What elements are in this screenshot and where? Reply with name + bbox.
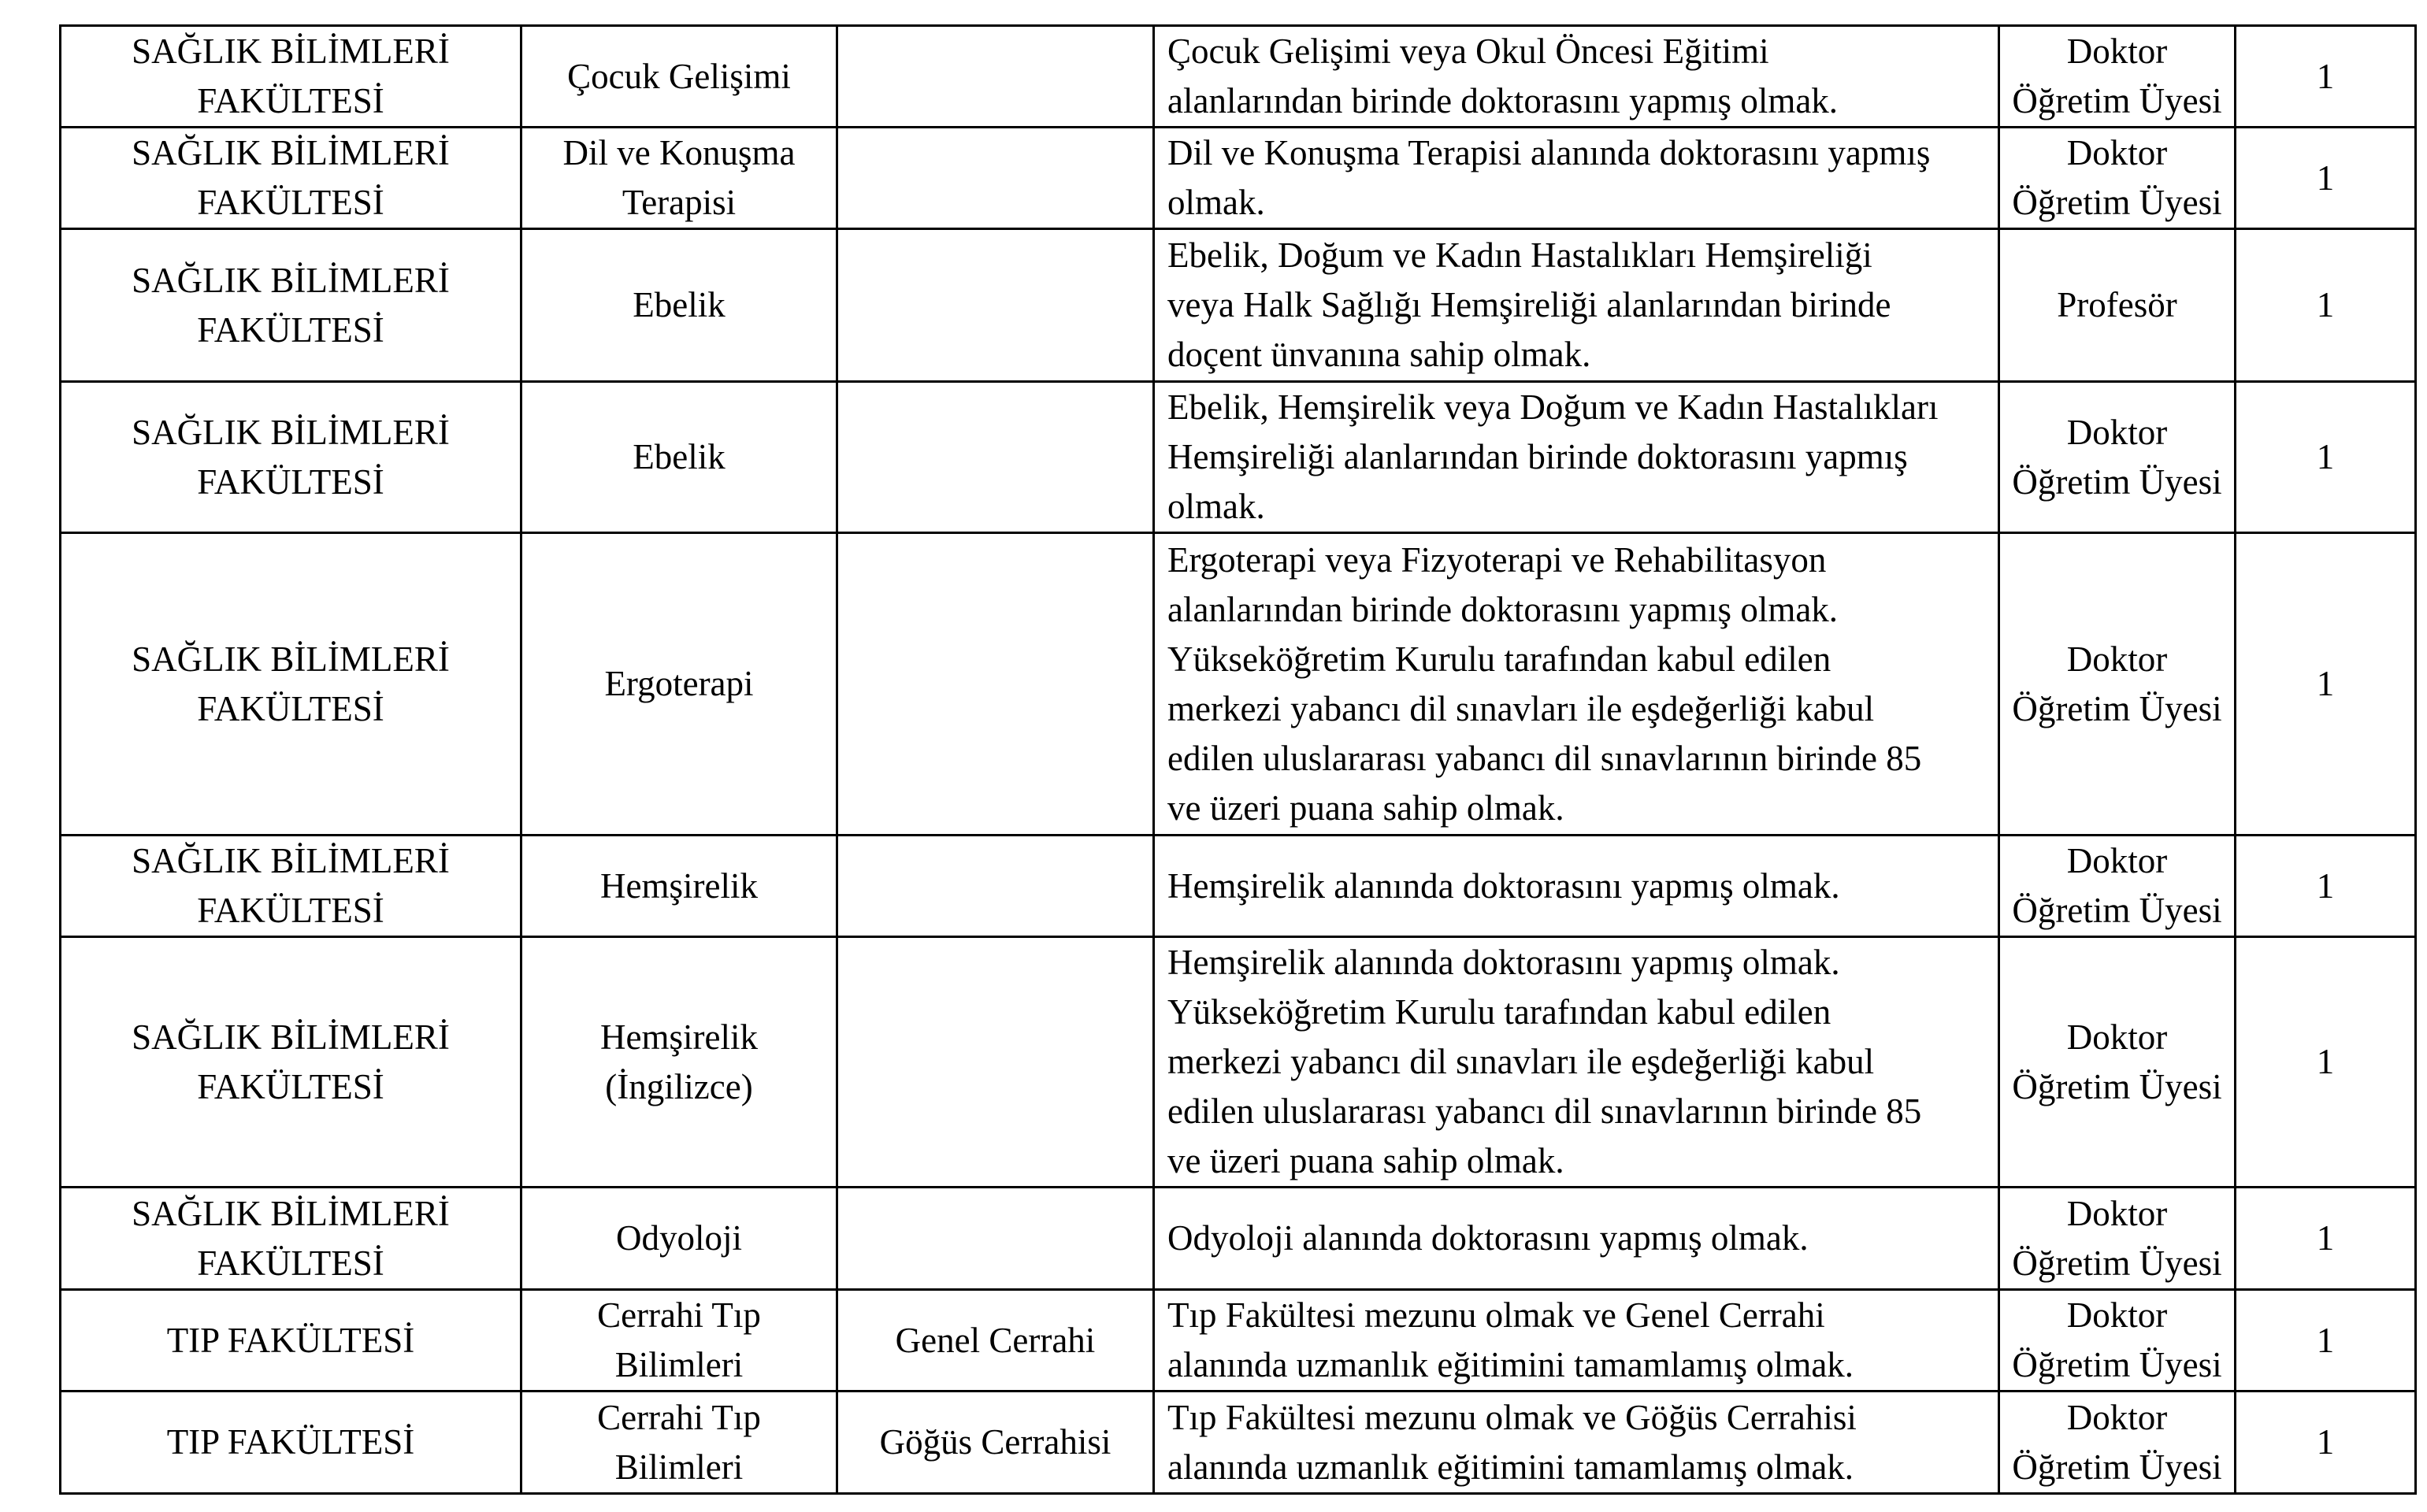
- table-row: [61, 26, 2416, 128]
- department-cell: Ergoterapi: [521, 533, 837, 836]
- requirement-line: alanlarından birinde doktorasını yapmış olmak.: [1167, 589, 1839, 629]
- department-cell: Ebelik: [521, 382, 837, 533]
- requirements-cell: [1154, 1290, 1999, 1392]
- title-cell: Doktor Öğretim Üyesi: [1999, 937, 2236, 1188]
- department-cell: Odyoloji: [521, 1188, 837, 1290]
- faculty-cell: TIP FAKÜLTESİ: [61, 1290, 521, 1392]
- requirement-line: olmak.: [1167, 183, 1265, 222]
- faculty-cell: SAĞLIK BİLİMLERİ FAKÜLTESİ: [61, 382, 521, 533]
- faculty-cell: SAĞLIK BİLİMLERİ FAKÜLTESİ: [61, 26, 521, 128]
- requirement-line: Yükseköğretim Kurulu tarafından kabul edilen: [1167, 992, 1831, 1032]
- count-cell: 1: [2236, 1188, 2416, 1290]
- requirements-cell: [1154, 1392, 1999, 1494]
- program-cell: [837, 836, 1154, 937]
- count-cell: 1: [2236, 1392, 2416, 1494]
- program-cell: [837, 128, 1154, 229]
- table-row: [61, 229, 2416, 382]
- requirement-line: merkezi yabancı dil sınavları ile eşdeğerliği kabul: [1167, 1042, 1875, 1081]
- title-cell: Profesör: [1999, 229, 2236, 382]
- requirements-cell: [1154, 937, 1999, 1188]
- requirement-line: edilen uluslararası yabancı dil sınavlarının birinde 85: [1167, 738, 1922, 778]
- requirements-cell: [1154, 382, 1999, 533]
- requirement-line: Tıp Fakültesi mezunu olmak ve Genel Cerrahi: [1167, 1295, 1825, 1335]
- table-row: [61, 1188, 2416, 1290]
- table-row: [61, 382, 2416, 533]
- requirements-cell: [1154, 533, 1999, 836]
- title-cell: Doktor Öğretim Üyesi: [1999, 382, 2236, 533]
- count-cell: 1: [2236, 1290, 2416, 1392]
- requirement-line: Hemşirelik alanında doktorasını yapmış olmak.: [1167, 943, 1840, 982]
- requirement-line: veya Halk Sağlığı Hemşireliği alanlarından birinde: [1167, 285, 1891, 324]
- requirements-cell: [1154, 1188, 1999, 1290]
- department-cell: Cerrahi Tıp Bilimleri: [521, 1392, 837, 1494]
- requirements-cell: [1154, 229, 1999, 382]
- faculty-cell: SAĞLIK BİLİMLERİ FAKÜLTESİ: [61, 229, 521, 382]
- department-cell: Hemşirelik (İngilizce): [521, 937, 837, 1188]
- requirements-cell: [1154, 26, 1999, 128]
- requirement-line: merkezi yabancı dil sınavları ile eşdeğerliği kabul: [1167, 688, 1875, 728]
- faculty-cell: SAĞLIK BİLİMLERİ FAKÜLTESİ: [61, 836, 521, 937]
- count-cell: 1: [2236, 382, 2416, 533]
- requirement-line: ve üzeri puana sahip olmak.: [1167, 1141, 1564, 1180]
- count-cell: 1: [2236, 229, 2416, 382]
- requirement-line: alanında uzmanlık eğitimini tamamlamış olmak.: [1167, 1447, 1854, 1487]
- department-cell: Ebelik: [521, 229, 837, 382]
- count-cell: 1: [2236, 26, 2416, 128]
- faculty-cell: SAĞLIK BİLİMLERİ FAKÜLTESİ: [61, 128, 521, 229]
- table-row: [61, 533, 2416, 836]
- positions-table: [59, 24, 2417, 1495]
- requirement-line: alanlarından birinde doktorasını yapmış olmak.: [1167, 81, 1839, 120]
- requirement-line: Odyoloji alanında doktorasını yapmış olmak.: [1167, 1218, 1809, 1258]
- requirement-line: ve üzeri puana sahip olmak.: [1167, 788, 1564, 828]
- requirement-line: Ebelik, Doğum ve Kadın Hastalıkları Hemşireliği: [1167, 235, 1872, 275]
- title-cell: Doktor Öğretim Üyesi: [1999, 26, 2236, 128]
- department-cell: Cerrahi Tıp Bilimleri: [521, 1290, 837, 1392]
- table-row: [61, 1392, 2416, 1494]
- program-cell: [837, 1188, 1154, 1290]
- program-cell: Genel Cerrahi: [837, 1290, 1154, 1392]
- requirement-line: doçent ünvanına sahip olmak.: [1167, 335, 1591, 374]
- requirements-cell: [1154, 128, 1999, 229]
- faculty-cell: SAĞLIK BİLİMLERİ FAKÜLTESİ: [61, 937, 521, 1188]
- faculty-cell: TIP FAKÜLTESİ: [61, 1392, 521, 1494]
- requirement-line: Çocuk Gelişimi veya Okul Öncesi Eğitimi: [1167, 32, 1769, 71]
- requirement-line: Dil ve Konuşma Terapisi alanında doktorasını yapmış: [1167, 133, 1931, 172]
- requirement-line: Yükseköğretim Kurulu tarafından kabul edilen: [1167, 639, 1831, 679]
- faculty-cell: SAĞLIK BİLİMLERİ FAKÜLTESİ: [61, 533, 521, 836]
- count-cell: 1: [2236, 937, 2416, 1188]
- program-cell: [837, 26, 1154, 128]
- program-cell: [837, 937, 1154, 1188]
- count-cell: 1: [2236, 533, 2416, 836]
- requirement-line: Ergoterapi veya Fizyoterapi ve Rehabilitasyon: [1167, 539, 1827, 580]
- table-row: [61, 1290, 2416, 1392]
- title-cell: Doktor Öğretim Üyesi: [1999, 128, 2236, 229]
- count-cell: 1: [2236, 128, 2416, 229]
- program-cell: [837, 229, 1154, 382]
- requirement-line: Hemşireliği alanlarından birinde doktorasını yapmış: [1167, 437, 1908, 476]
- requirements-cell: [1154, 836, 1999, 937]
- table-row: [61, 836, 2416, 937]
- faculty-cell: SAĞLIK BİLİMLERİ FAKÜLTESİ: [61, 1188, 521, 1290]
- program-cell: Göğüs Cerrahisi: [837, 1392, 1154, 1494]
- table-row: [61, 937, 2416, 1188]
- requirement-line: Tıp Fakültesi mezunu olmak ve Göğüs Cerrahisi: [1167, 1397, 1857, 1437]
- title-cell: Doktor Öğretim Üyesi: [1999, 1188, 2236, 1290]
- title-cell: Doktor Öğretim Üyesi: [1999, 1392, 2236, 1494]
- department-cell: Dil ve Konuşma Terapisi: [521, 128, 837, 229]
- requirement-line: Ebelik, Hemşirelik veya Doğum ve Kadın Hastalıkları: [1167, 387, 1939, 427]
- department-cell: Hemşirelik: [521, 836, 837, 937]
- requirement-line: Hemşirelik alanında doktorasını yapmış olmak.: [1167, 865, 1840, 906]
- title-cell: Doktor Öğretim Üyesi: [1999, 836, 2236, 937]
- requirement-line: edilen uluslararası yabancı dil sınavlarının birinde 85: [1167, 1091, 1922, 1131]
- requirement-line: alanında uzmanlık eğitimini tamamlamış olmak.: [1167, 1345, 1854, 1384]
- department-cell: Çocuk Gelişimi: [521, 26, 837, 128]
- table-row: [61, 128, 2416, 229]
- requirement-line: olmak.: [1167, 487, 1265, 526]
- title-cell: Doktor Öğretim Üyesi: [1999, 533, 2236, 836]
- program-cell: [837, 382, 1154, 533]
- program-cell: [837, 533, 1154, 836]
- title-cell: Doktor Öğretim Üyesi: [1999, 1290, 2236, 1392]
- count-cell: 1: [2236, 836, 2416, 937]
